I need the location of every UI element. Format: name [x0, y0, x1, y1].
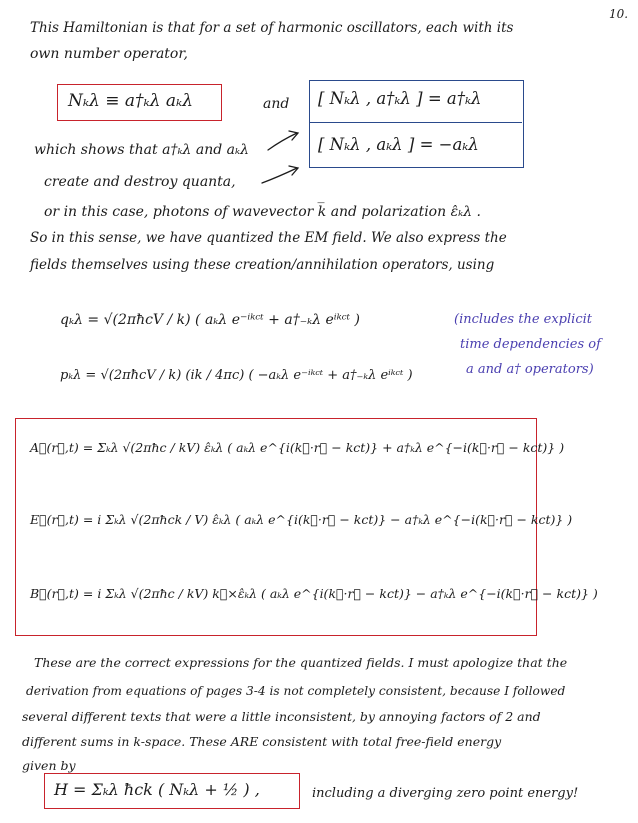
- electric-field-equation: E⃗(r⃗,t) = i Σₖλ √(2πħck / V) ε̂ₖλ ( aₖλ e^{i(k⃗·r⃗ − kct)} − a†ₖλ e^{−i(k⃗·r⃗ − kct)} ): [30, 512, 573, 527]
- body-line-2: So in this sense, we have quantized the EM field. We also express the: [30, 230, 507, 246]
- closing-line-1: These are the correct expressions for the quantized fields. I must apologize that the: [34, 655, 568, 670]
- commutator-annihilation: [ Nₖλ , aₖλ ] = −aₖλ: [318, 135, 479, 154]
- vector-potential-equation: A⃗(r⃗,t) = Σₖλ √(2πħc / kV) ε̂ₖλ ( aₖλ e^{i(k⃗·r⃗ − kct)} + a†ₖλ e^{−i(k⃗·r⃗ − kct)} ): [30, 440, 565, 455]
- body-line-1: or in this case, photons of wavevector k̅ and polarization ε̂ₖλ .: [44, 204, 481, 220]
- closing-line-4: different sums in k-space. These ARE consistent with total free-field energy: [22, 734, 502, 749]
- closing-line-2: derivation from equations of pages 3-4 is not completely consistent, because I followed: [26, 684, 566, 698]
- closing-line-3: several different texts that were a little inconsistent, by annoying factors of 2 and: [22, 709, 541, 724]
- closing-line-5: given by: [22, 758, 76, 773]
- number-operator-equation: Nₖλ ≡ a†ₖλ aₖλ: [68, 91, 194, 111]
- body-line-3: fields themselves using these creation/annihilation operators, using: [30, 257, 495, 273]
- shows-line-2: create and destroy quanta,: [44, 174, 236, 190]
- commutator-creation: [ Nₖλ , a†ₖλ ] = a†ₖλ: [318, 89, 482, 108]
- intro-line-2: own number operator,: [30, 46, 188, 62]
- q-equation: qₖλ = √(2πħcV / k) ( aₖλ e⁻ⁱᵏᶜᵗ + a†₋ₖλ eⁱᵏᶜᵗ ): [60, 312, 361, 328]
- shows-line-1: which shows that a†ₖλ and aₖλ: [34, 142, 249, 158]
- hamiltonian-equation: H = Σₖλ ħck ( Nₖλ + ½ ) ,: [54, 780, 260, 799]
- intro-line-1: This Hamiltonian is that for a set of harmonic oscillators, each with its: [30, 20, 514, 36]
- side-note-line-2: time dependencies of: [460, 337, 601, 352]
- side-note-line-1: (includes the explicit: [454, 312, 592, 327]
- page-number: 10.: [609, 7, 629, 21]
- side-note-line-3: a and a† operators): [466, 362, 594, 377]
- magnetic-field-equation: B⃗(r⃗,t) = i Σₖλ √(2πħc / kV) k⃗×ε̂ₖλ ( aₖλ e^{i(k⃗·r⃗ − kct)} − a†ₖλ e^{−i(k⃗·r⃗ − kct)} ): [30, 586, 598, 601]
- final-remark: including a diverging zero point energy!: [312, 786, 579, 801]
- arrowhead-to-creation: [289, 131, 298, 140]
- arrow-to-creation: [268, 133, 297, 150]
- p-equation: pₖλ = √(2πħcV / k) (ik / 4πc) ( −aₖλ e⁻ⁱᵏᶜᵗ + a†₋ₖλ eⁱᵏᶜᵗ ): [60, 368, 413, 383]
- and-word: and: [263, 96, 290, 112]
